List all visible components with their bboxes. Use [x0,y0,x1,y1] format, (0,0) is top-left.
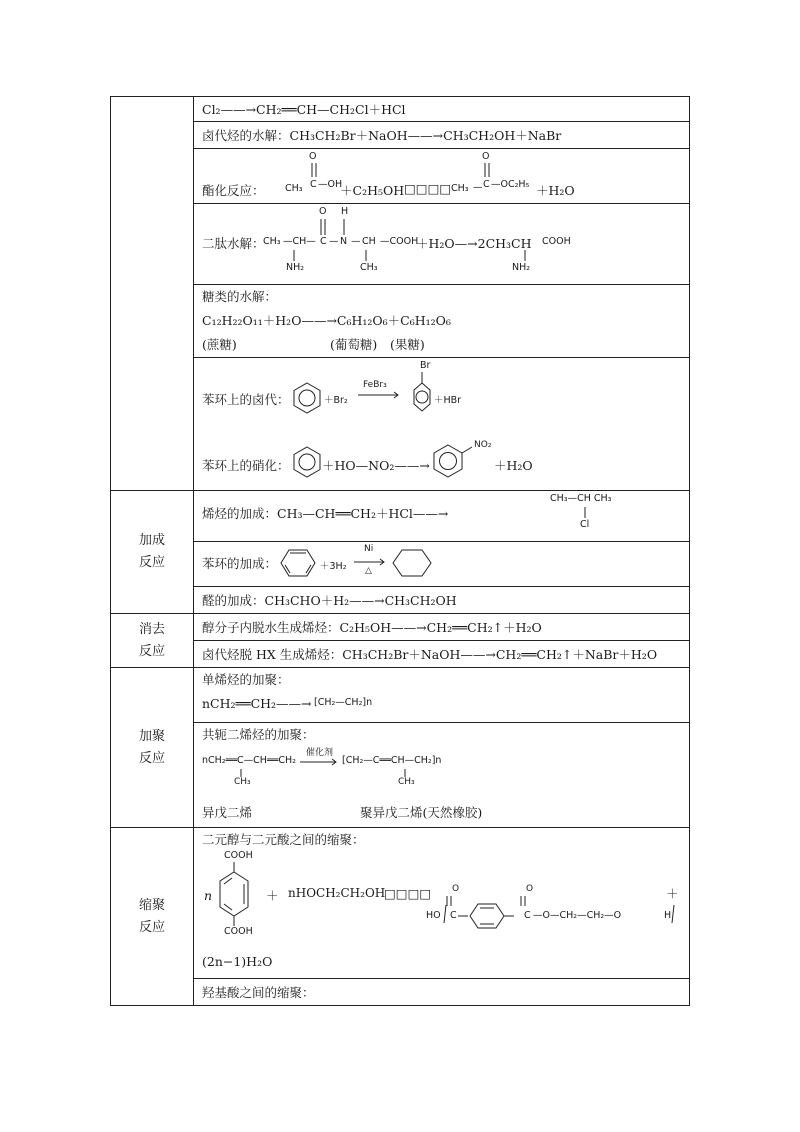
polyisoprene-product: [CH₂—C══CH—CH₂]n [342,755,442,766]
category-cell-addition [111,491,194,614]
table-row [111,204,690,285]
bond-icon [584,507,588,519]
water-product: ＋H₂O [536,183,575,198]
table-row [111,614,690,641]
reaction-cell [194,614,690,641]
nitration-label: 苯环上的硝化： [202,458,290,473]
coefficient-n: n [204,888,213,903]
table-row [111,491,690,542]
category-label: 消去 [138,621,165,637]
heat-condition: △ [365,566,372,576]
dehydrohalogenation-equation: 卤代烃脱 HX 生成烯烃：CH₃CH₂Br＋NaOH——→CH₂══CH₂↑＋NaBr＋H₂O [202,647,658,662]
fructose-note: (果糖) [390,337,425,352]
category-cell-elimination [111,614,194,668]
reaction-cell [194,149,690,204]
reaction-cell [194,358,690,491]
addition-product: CH₃—CH CH₃ [550,493,612,504]
haloalkane-hydrolysis-equation: 卤代烃的水解：CH₃CH₂Br＋NaOH——→CH₃CH₂OH＋NaBr [202,128,562,143]
ester-carbon: C [483,179,490,190]
febr3-catalyst: FeBr₃ [363,380,387,390]
amide-carbon: C [320,236,327,247]
amide-oxygen: O [319,206,327,217]
polyethylene-product: [CH₂—CH₂]n [314,697,373,708]
condensation-title: 二元醇与二元酸之间的缩聚： [202,832,365,847]
reaction-condition-box: □□□□ [404,181,452,196]
table-row [111,97,690,122]
reaction-cell [194,979,690,1006]
reaction-arrow-icon [354,559,388,565]
carboxyl-bottom: COOH [224,926,253,937]
polyester-tail: —O—CH₂—CH₂—O [533,910,622,921]
sugar-title: 糖类的水解： [202,289,278,304]
reaction-cell [194,285,690,358]
chlorine-substituent: Cl [580,519,590,530]
amino-group: NH₂ [286,262,305,273]
table-row [111,723,690,828]
nickel-catalyst: Ni [364,544,374,554]
dipeptide-label: 二肽水解： [202,236,265,251]
reaction-cell [194,122,690,149]
category-label: 加成 [138,533,165,548]
product-carboxyl: COOH [542,236,571,247]
terephthalic-acid-icon [214,862,254,932]
diene-polymerization-title: 共轭二烯烃的加聚： [202,727,315,742]
natural-rubber-note: 聚异戊二烯(天然橡胶) [360,805,483,820]
polyester-end-h: H [664,910,672,921]
carbonyl-oxygen: O [526,884,534,894]
water-byproduct: (2n−1)H₂O [202,954,273,969]
carbonyl-oxygen: O [452,884,460,894]
plus-sign: ＋ [666,886,679,901]
ch-second: CH [362,236,376,247]
reaction-cell [194,587,690,614]
nitric-acid-term: ＋HO—NO₂——→ [322,458,430,473]
carbonyl-carbon: C [524,910,531,921]
hydroxy-acid-condensation-title: 羟基酸之间的缩聚： [202,985,315,1000]
amide-dash: — [329,236,339,247]
ethylene-monomer-term: nCH₂══CH₂——→ [202,696,312,711]
bromine-reagent: ＋Br₂ [324,395,348,406]
category-label: 加聚 [138,728,165,744]
isoprene-note: 异戊二烯 [202,805,253,820]
monoalkene-polymerization-title: 单烯烃的加聚： [202,672,290,687]
plus-sign: ＋ [266,888,279,903]
reaction-cell [194,542,690,587]
sucrose-note: (蔗糖) [202,337,237,352]
benzene-addition-label: 苯环的加成： [202,556,278,571]
ester-oxygen: O [482,151,490,162]
benzene-ring-icon [292,446,322,478]
table-row [111,587,690,614]
acid-double-bond-icon [311,163,319,179]
product-bond-icon [524,250,528,262]
ester-methyl: CH₃ [451,183,469,194]
table-row [111,358,690,491]
allyl-chlorination-equation: Cl₂——→CH₂══CH—CH₂Cl＋HCl [202,102,406,117]
reaction-cell [194,204,690,285]
amide-dash-2: — [351,236,361,247]
category-label: 反应 [138,919,165,935]
reaction-cell [194,491,690,542]
esterification-label: 酯化反应： [202,183,265,198]
ch-alpha: —CH— [283,236,316,247]
halogenation-label: 苯环上的卤代： [202,392,290,407]
category-cell-substitution [111,97,194,491]
reaction-condition-box: □□□□ [384,886,432,901]
reaction-arrow-icon [358,392,402,398]
reaction-table [110,96,690,1006]
category-label: 反应 [138,643,165,659]
reaction-cell [194,641,690,668]
carbonyl-carbon: C [450,910,457,921]
reaction-cell [194,828,690,979]
reaction-cell [194,668,690,723]
benzene-ring-icon [292,382,322,414]
amide-nitrogen: N [340,236,348,247]
water-product: ＋H₂O [494,458,533,473]
table-row [111,979,690,1006]
nitro-group: NO₂ [474,440,492,450]
amide-bonds-icon [194,204,434,284]
polyester-end-ho: HO [426,910,441,921]
category-cell-polymerization [111,668,194,828]
carboxyl-group: —COOH [380,236,419,247]
bromo-substituent: Br [420,360,431,371]
methyl-side-chain: CH₃ [360,262,378,273]
reaction-table-page [110,96,690,1006]
carbonyl-carbon: C [310,179,317,190]
bromobenzene-icon [402,370,432,414]
table-row [111,542,690,587]
hydrogen-reagent: ＋3H₂ [320,561,347,572]
aldehyde-addition-equation: 醛的加成：CH₃CHO＋H₂——→CH₃CH₂OH [202,593,457,608]
hydroxyl-group: —OH [318,179,343,190]
carboxyl-top: COOH [224,850,253,861]
table-row [111,149,690,204]
category-label: 反应 [138,555,165,570]
glucose-note: (葡萄糖) [330,337,378,352]
alcohol-dehydration-equation: 醇分子内脱水生成烯烃：C₂H₅OH——→CH₂══CH₂↑＋H₂O [202,620,542,635]
category-label: 缩聚 [138,897,165,913]
table-row [111,641,690,668]
hbr-product: ＋HBr [434,395,462,406]
ethanol-term: ＋C₂H₅OH [340,183,405,198]
table-row [111,122,690,149]
ester-double-bond-icon [484,163,492,179]
table-row [111,828,690,979]
methyl-group: CH₃ [398,777,415,787]
category-label: 反应 [138,750,165,766]
table-row [111,668,690,723]
cyclohexane-icon [392,548,432,578]
reaction-cell [194,97,690,122]
ethoxy-group: —OC₂H₅ [491,179,530,190]
ethylene-glycol-term: nHOCH₂CH₂OH [288,886,386,900]
amide-hydrogen: H [341,206,349,217]
reaction-cell [194,723,690,828]
category-cell-condensation [111,828,194,1006]
table-row [111,285,690,358]
carbonyl-oxygen: O [309,151,317,162]
alkene-addition-equation: 烯烃的加成：CH₃—CH══CH₂＋HCl——→ [202,506,449,521]
ch3-left: CH₃ [263,236,281,247]
ester-dash: — [473,182,483,193]
benzene-ring-icon [280,548,316,578]
methyl-group: CH₃ [285,183,303,194]
product-amino: NH₂ [512,262,531,273]
sucrose-hydrolysis-equation: C₁₂H₂₂O₁₁＋H₂O——→C₆H₁₂O₆＋C₆H₁₂O₆ [202,313,451,328]
isoprene-monomer: nCH₂══C—CH══CH₂ [202,755,296,766]
methyl-group: CH₃ [234,777,251,787]
catalyst-label: 催化剂 [306,748,334,758]
hydrolysis-arrow-term: ＋H₂O—→2CH₃CH [416,236,532,251]
